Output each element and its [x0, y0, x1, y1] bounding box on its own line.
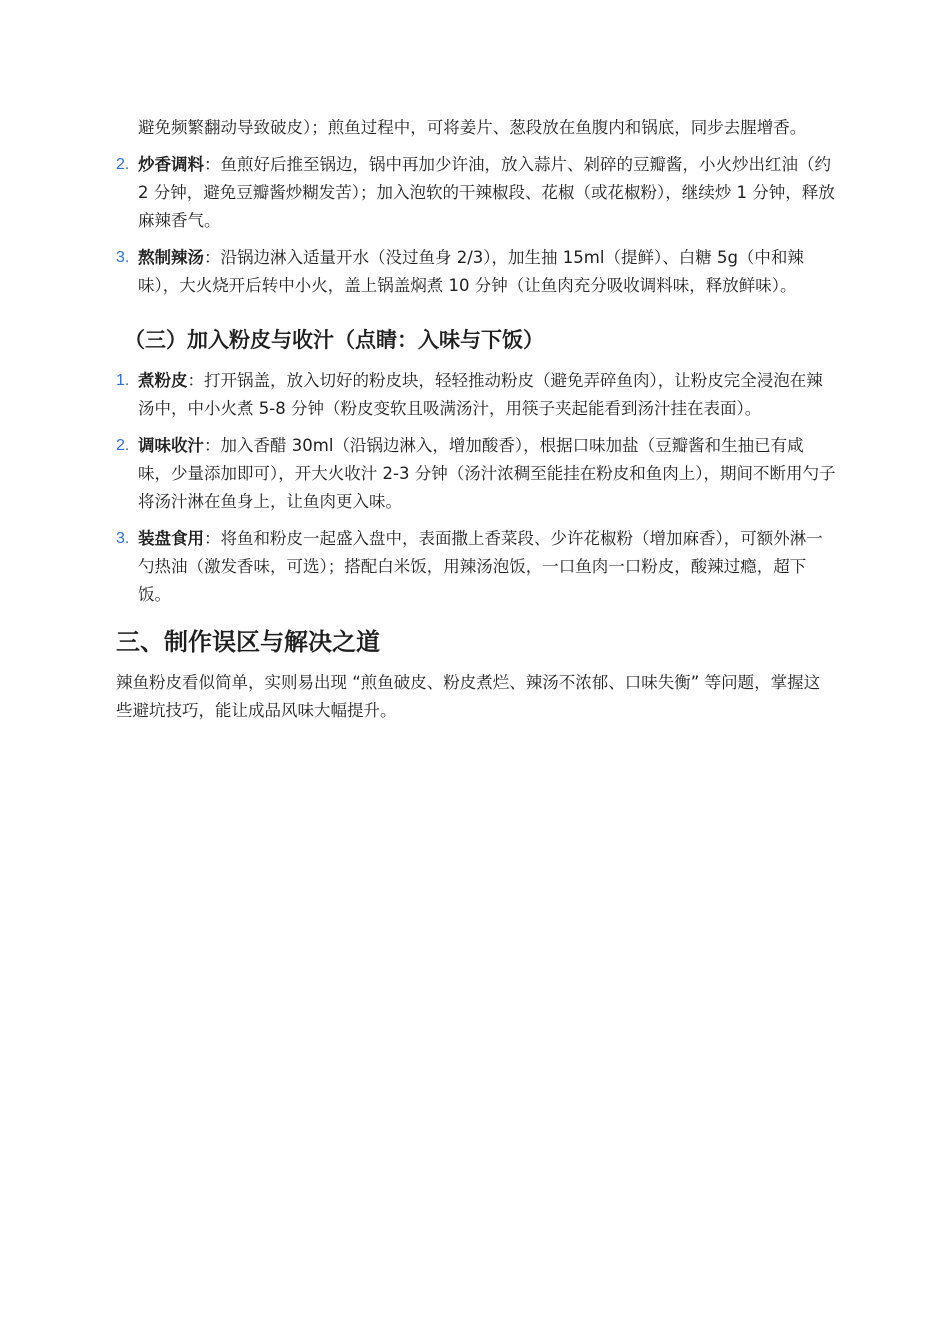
chapter-heading: 三、制作误区与解决之道 — [116, 628, 380, 656]
list-item — [116, 432, 836, 516]
step-text: ：沿锅边淋入适量开水（没过鱼身 2/3），加生抽 15ml（提鲜）、白糖 5g（中和辣味），大火烧开后转中小火，盖上锅盖焖煮 10 分钟（让鱼肉充分吸收调料味，释放鲜味）。 — [138, 248, 804, 295]
list-item — [116, 151, 836, 235]
step-text: ：加入香醋 30ml（沿锅边淋入，增加酸香），根据口味加盐（豆瓣酱和生抽已有咸味，少量添加即可），开大火收汁 2-3 分钟（汤汁浓稠至能挂在粉皮和鱼肉上），期间不断用勺子将汤汁淋在鱼身上，让鱼肉更入味。 — [138, 436, 836, 511]
steps-list-2 — [116, 151, 836, 300]
list-number: 1. — [116, 372, 130, 389]
list-item — [116, 244, 836, 300]
list-item — [116, 525, 836, 609]
list-number: 2. — [116, 437, 130, 454]
section-heading: （三）加入粉皮与收汁（点睛：入味与下饭） — [124, 328, 544, 352]
step-text: ：鱼煎好后推至锅边，锅中再加少许油，放入蒜片、剁碎的豆瓣酱，小火炒出红油（约 2 分钟，避免豆瓣酱炒糊发苦）；加入泡软的干辣椒段、花椒（或花椒粉），继续炒 1 分钟，释放麻辣香气。 — [138, 155, 835, 230]
step-term: 调味收汁 — [138, 436, 204, 455]
document-page — [116, 114, 836, 725]
step-term: 熬制辣汤 — [138, 248, 204, 267]
steps-list-3 — [116, 367, 836, 609]
step-text: ：打开锅盖，放入切好的粉皮块，轻轻推动粉皮（避免弄碎鱼肉），让粉皮完全浸泡在辣汤中，中小火煮 5-8 分钟（粉皮变软且吸满汤汁，用筷子夹起能看到汤汁挂在表面）。 — [138, 371, 823, 418]
list-item — [116, 367, 836, 423]
continuation-paragraph: 避免频繁翻动导致破皮）；煎鱼过程中，可将姜片、葱段放在鱼腹内和锅底，同步去腥增香。 — [138, 118, 807, 137]
chapter-intro-paragraph: 辣鱼粉皮看似简单，实则易出现 “煎鱼破皮、粉皮煮烂、辣汤不浓郁、口味失衡” 等问题，掌握这些避坑技巧，能让成品风味大幅提升。 — [116, 673, 821, 720]
step-term: 装盘食用 — [138, 529, 204, 548]
step-text: ：将鱼和粉皮一起盛入盘中，表面撒上香菜段、少许花椒粉（增加麻香），可额外淋一勺热油（激发香味，可选）；搭配白米饭，用辣汤泡饭，一口鱼肉一口粉皮，酸辣过瘾，超下饭。 — [138, 529, 823, 604]
list-number: 2. — [116, 156, 130, 173]
list-number: 3. — [116, 249, 130, 266]
list-number: 3. — [116, 530, 130, 547]
step-term: 煮粉皮 — [138, 371, 188, 390]
step-term: 炒香调料 — [138, 155, 204, 174]
